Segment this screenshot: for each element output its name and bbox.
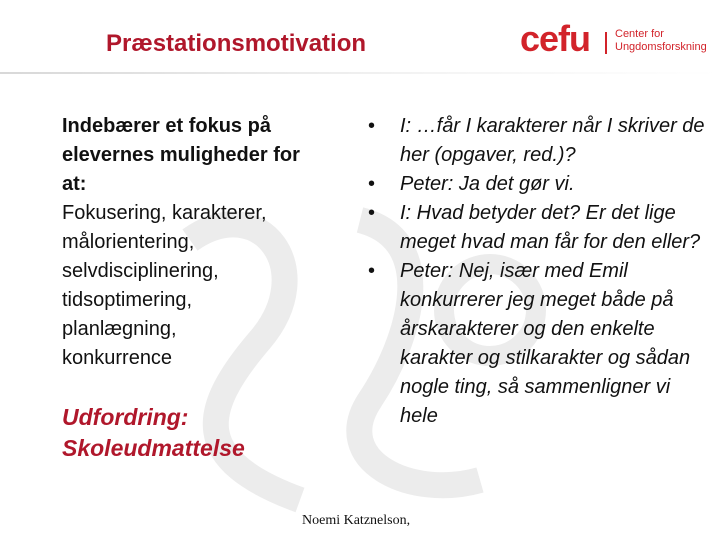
- focus-item-line: konkurrence: [62, 347, 173, 369]
- logo-subtitle-line-2: Ungdomsforskning: [615, 41, 707, 53]
- dialogue-text: I: …får I karakterer når I skriver de her (opgaver, red.)?: [400, 115, 705, 166]
- dialogue-text: Peter: Ja det gør vi.: [400, 173, 575, 195]
- focus-item-line: planlægning,: [62, 318, 177, 340]
- intro-line: Indebærer et fokus på: [62, 115, 271, 137]
- focus-item-line: tidsoptimering,: [62, 289, 193, 311]
- logo-subtitle-line-1: Center for: [615, 28, 664, 40]
- slide-title: Præstationsmotivation: [106, 30, 367, 57]
- footer-author: Noemi Katznelson,: [302, 513, 411, 528]
- dialogue-text: I: Hvad betyder det? Er det lige meget hvad man får for den eller?: [400, 202, 701, 253]
- title-divider: [0, 72, 720, 74]
- focus-item-line: selvdisciplinering,: [62, 260, 219, 282]
- dialogue-item: [368, 112, 708, 170]
- interview-dialogue: [368, 112, 708, 431]
- dialogue-item: [368, 199, 708, 257]
- bullet-icon: •: [368, 202, 376, 224]
- challenge-line: Skoleudmattelse: [62, 435, 245, 461]
- dialogue-text: Peter: Nej, især med Emil konkurrerer jeg meget både på årskarakterer og den enkelte karakter og stilkarakter og sådan nogle ting, så sammenligner vi hele: [400, 260, 691, 427]
- logo-divider: [605, 32, 607, 54]
- challenge-heading: [62, 402, 245, 464]
- dialogue-item: [368, 257, 708, 431]
- challenge-line: Udfordring:: [62, 404, 189, 430]
- intro-line: at:: [62, 173, 87, 195]
- bullet-icon: •: [368, 173, 376, 195]
- bullet-icon: •: [368, 260, 376, 282]
- cefu-logo: [520, 18, 707, 62]
- left-column: [62, 112, 362, 373]
- bullet-icon: •: [368, 115, 376, 137]
- logo-subtitle: [615, 28, 707, 54]
- focus-item-line: målorientering,: [62, 231, 195, 253]
- intro-line: elevernes muligheder for: [62, 144, 300, 166]
- focus-item-line: Fokusering, karakterer,: [62, 202, 267, 224]
- dialogue-item: [368, 170, 708, 199]
- logo-wordmark: cefu: [520, 18, 591, 59]
